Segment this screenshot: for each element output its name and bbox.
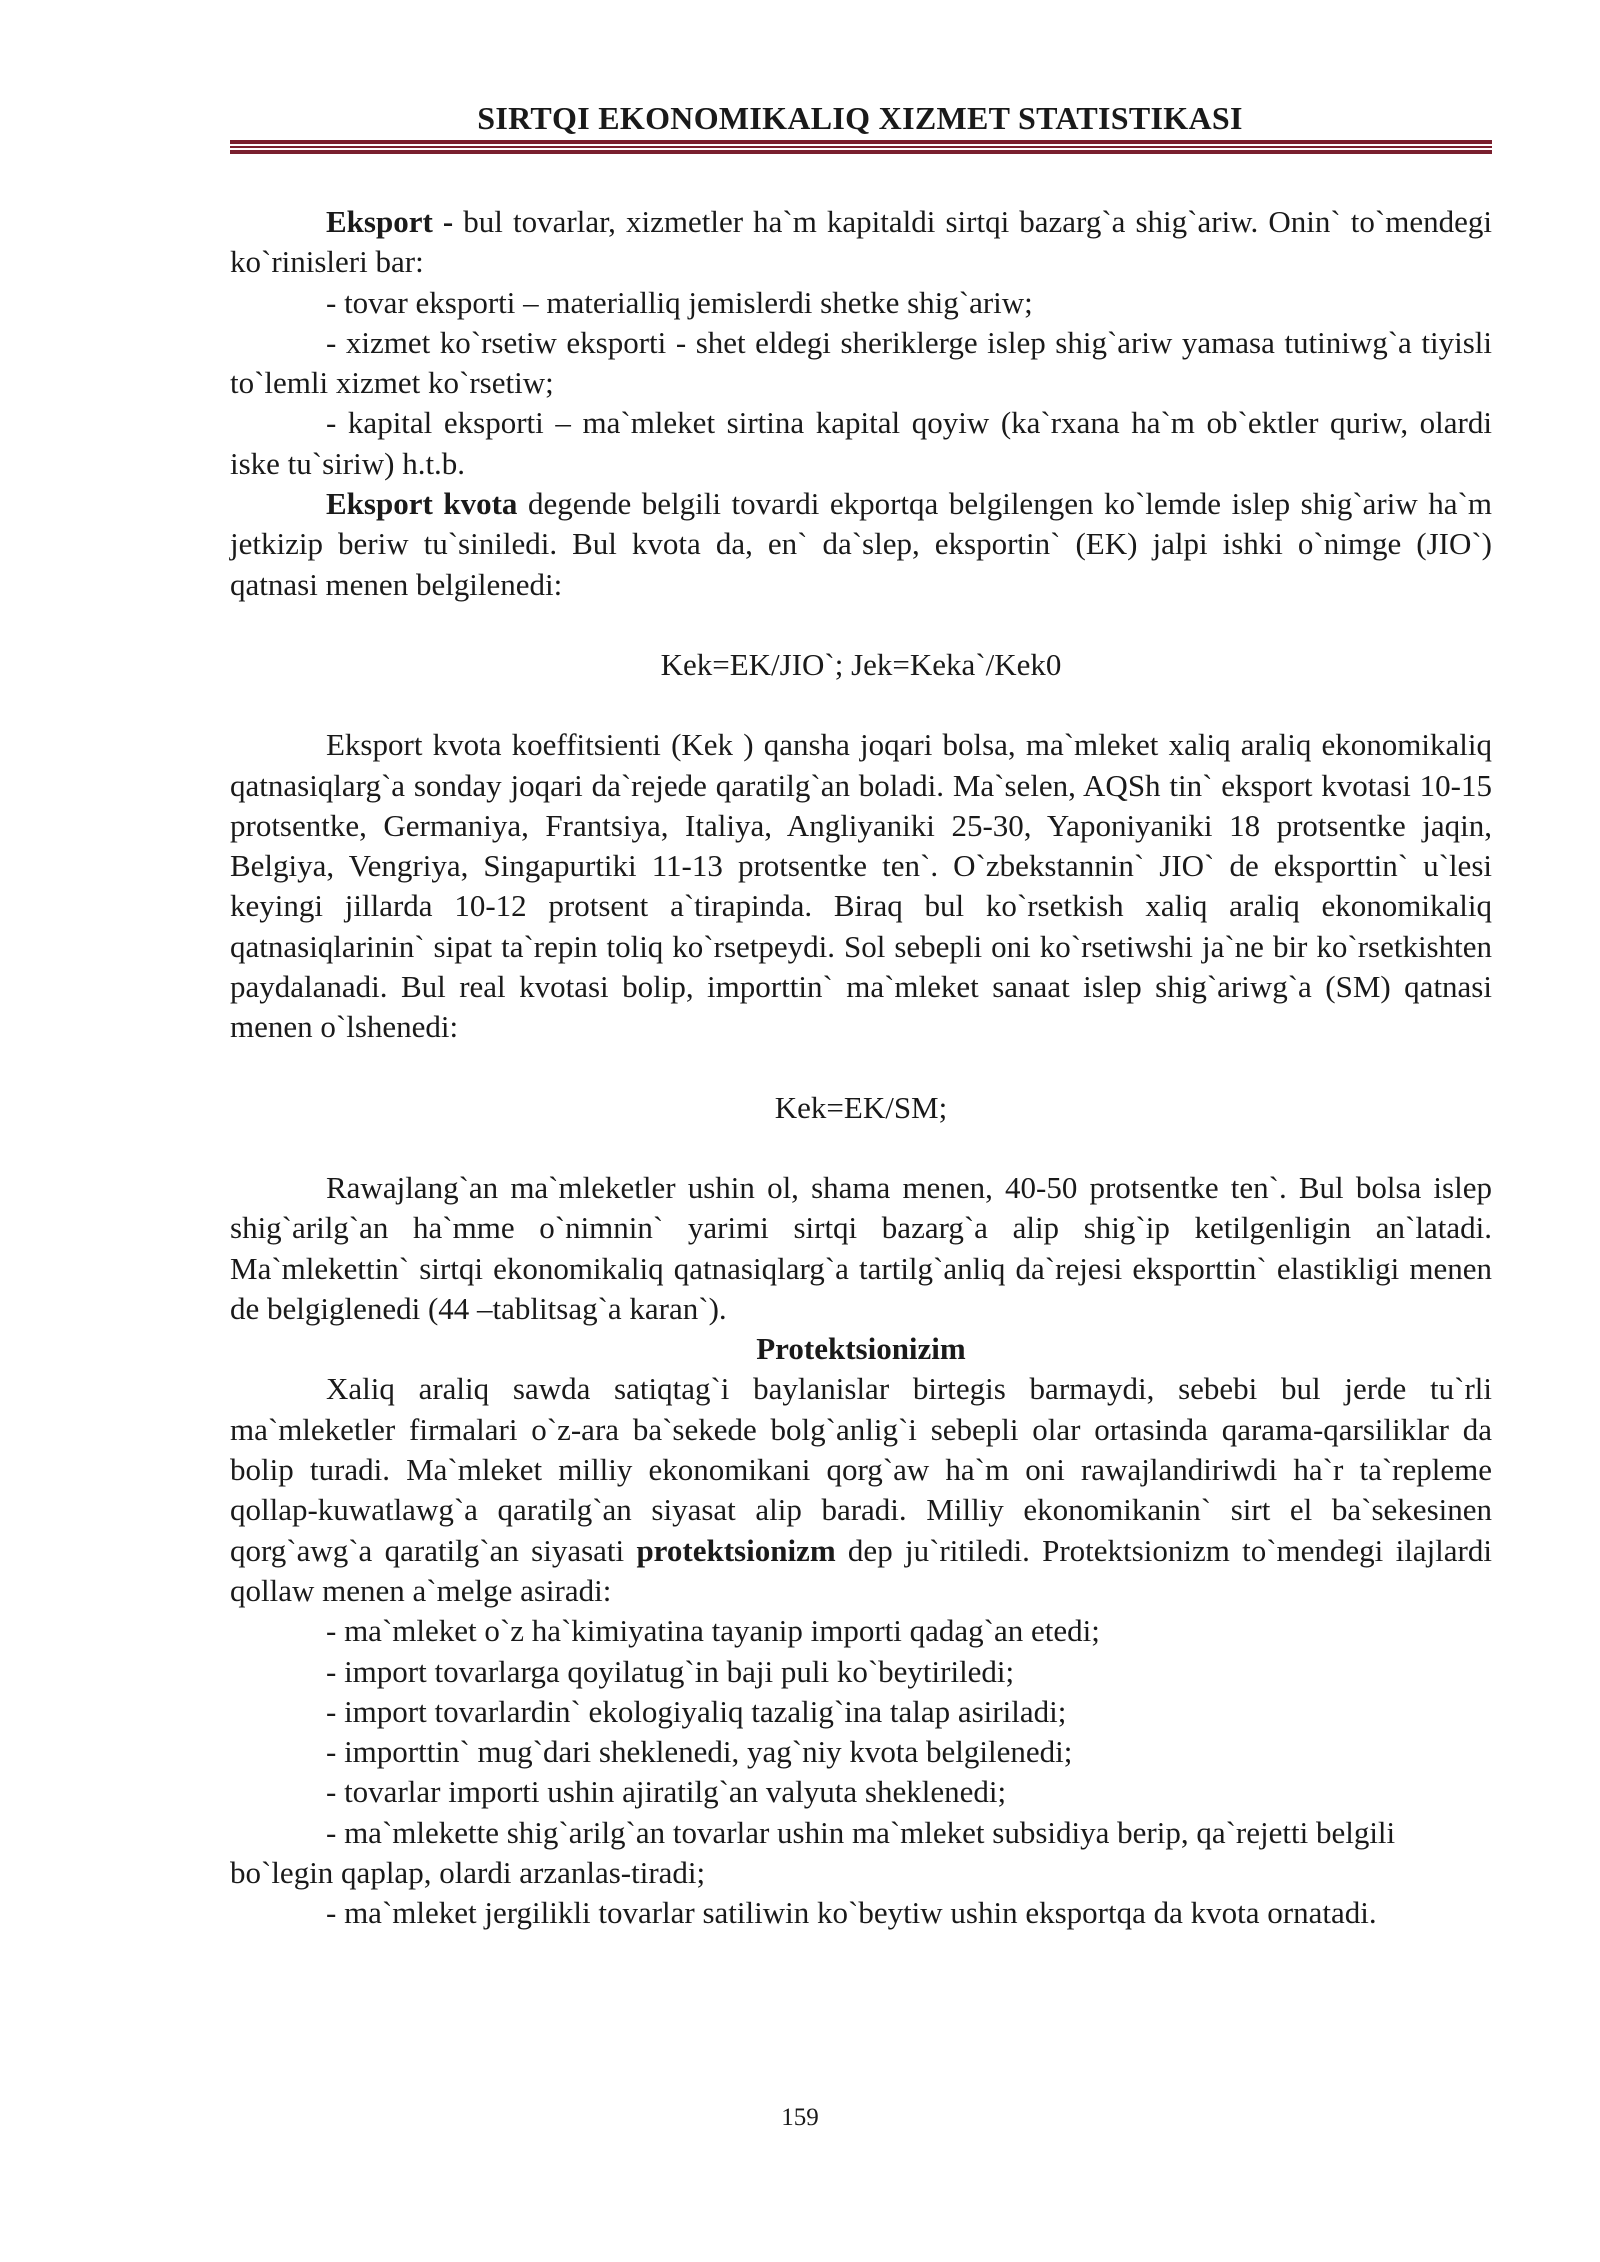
paragraph-text-continued: dep ju`ritiledi. Protektsionizm to`mendegi ilajlardi qollaw menen a`melge asiradi: xyxy=(230,1532,1492,1608)
paragraph-developed-countries: Rawajlang`an ma`mleketler ushin ol, shama menen, 40-50 protsentke ten`. Bul bolsa islep shig`arilg`an ha`mme o`nimnin` yarimi sirtqi bazarg`a alip shig`ip ketilgenligin an`latadi. Ma`mlekettin` sirtqi ekonomikaliq qatnasiqlarg`a tartilg`anliq da`rejesi eksporttin` elastikligi menen de belgiglenedi (44 –tablitsag`a karan`). xyxy=(230,1169,1492,1326)
paragraph-text: Xaliq araliq sawda satiqtag`i baylanislar birtegis barmaydi, sebebi bul jerde tu`rli ma`mleketler firmalari o`z-ara ba`sekede bolg`anlig`i sebepli olar ortasinda qarama-qarsiliklar da bolip turadi. Ma`mleket milliy ekonomikani qorg`aw ha`m oni rawajlandiriwdi ha`r ta`repleme qollap-kuwatlawg`a qaratilg`an siyasat alip baradi. Milliy ekonomikanin` sirt el ba`sekesinen qorg`awg`a qaratilg`an siyasati xyxy=(230,1371,1492,1568)
list-item: - ma`mlekette shig`arilg`an tovarlar ushin ma`mleket subsidiya berip, qa`rejetti belgili bo`legin qaplap, olardi arzanlas-tiradi; xyxy=(230,1814,1396,1890)
list-item-kapital-eksporti: - kapital eksporti – ma`mleket sirtina kapital qoyiw (ka`rxana ha`m ob`ektler quriw, olardi iske tu`siriw) h.t.b. xyxy=(230,405,1492,481)
term-eksport-kvota: Eksport kvota xyxy=(326,486,518,522)
paragraph-quota-coefficient: Eksport kvota koeffitsienti (Kek ) qansha joqari bolsa, ma`mleket xaliq araliq ekonomikaliq qatnasiqlarg`a sonday joqari da`rejede qaratilg`an boladi. Ma`selen, AQSh tin` eksport kvotasi 10-15 protsentke, Germaniya, Frantsiya, Italiya, Angliyaniki 25-30, Yaponiyaniki 18 protsentke jaqin, Belgiya, Vengriya, Singapurtiki 11-13 protsentke ten`. O`zbekstannin` JIO` de eksporttin` u`lesi keyingi jillarda 10-12 protsent a`tirapinda. Biraq bul ko`rsetkish xaliq araliq ekonomikaliq qatnasiqlarinin` sipat ta`repin toliq ko`rsetpeydi. Sol sebepli oni ko`rsetiwshi ja`ne bir ko`rsetkishten paydalanadi. Bul real kvotasi bolip, importtin` ma`mleket sanaat islep shig`ariwg`a (SM) qatnasi menen o`lshenedi: xyxy=(230,727,1492,1045)
header-rule-middle xyxy=(230,146,1492,148)
header-rule-bottom xyxy=(230,150,1492,154)
header-rule-top xyxy=(230,140,1492,144)
list-item-xizmet-eksporti: - xizmet ko`rsetiw eksporti - shet eldegi sheriklerge islep shig`ariw yamasa tutiniwg`a tiyisli to`lemli xizmet ko`rsetiw; xyxy=(230,324,1492,401)
formula-export-quota: Kek=EK/JIO`; Jek=Keka`/Kek0 xyxy=(660,646,1062,682)
paragraph-export-definition xyxy=(230,202,1492,283)
paragraph-protectionism xyxy=(230,1369,1492,1611)
list-item: - ma`mleket o`z ha`kimiyatina tayanip importi qadag`an etedi; xyxy=(326,1613,1100,1649)
term-eksport: Eksport - xyxy=(326,204,454,239)
list-item: - import tovarlardin` ekologiyaliq tazalig`ina talap asiriladi; xyxy=(326,1693,1067,1729)
page-number: 159 xyxy=(781,2104,819,2131)
paragraph-export-quota xyxy=(230,484,1492,605)
paragraph-text: degende belgili tovardi ekportqa belgilengen ko`lemde islep shig`ariw ha`m jetkizip beriw tu`siniledi. Bul kvota da, en` da`slep, eksportin` (EK) jalpi ishki o`nimge (JIO`) qatnasi menen belgilenedi: xyxy=(230,486,1492,602)
page-header-title: SIRTQI EKONOMIKALIQ XIZMET STATISTIKASI xyxy=(477,100,1243,136)
paragraph-text: bul tovarlar, xizmetler ha`m kapitaldi sirtqi bazarg`a shig`ariw. Onin` to`mendegi ko`rinisleri bar: xyxy=(230,204,1492,280)
list-item: - ma`mleket jergilikli tovarlar satiliwin ko`beytiw ushin eksportqa da kvota ornatadi. xyxy=(326,1895,1377,1931)
document-body xyxy=(230,202,1492,1934)
list-item: - importtin` mug`dari sheklenedi, yag`niy kvota belgilenedi; xyxy=(326,1734,1073,1770)
list-item: - import tovarlarga qoyilatug`in baji puli ko`beytiriledi; xyxy=(326,1653,1015,1689)
list-item: - tovarlar importi ushin ajiratilg`an valyuta sheklenedi; xyxy=(326,1774,1007,1810)
list-item-tovar-eksporti: - tovar eksporti – materialliq jemislerdi shetke shig`ariw; xyxy=(326,284,1033,320)
term-protektsionizm: protektsionizm xyxy=(636,1532,836,1568)
formula-real-quota: Kek=EK/SM; xyxy=(774,1089,948,1125)
section-heading-protectionism: Protektsionizim xyxy=(756,1331,966,1367)
